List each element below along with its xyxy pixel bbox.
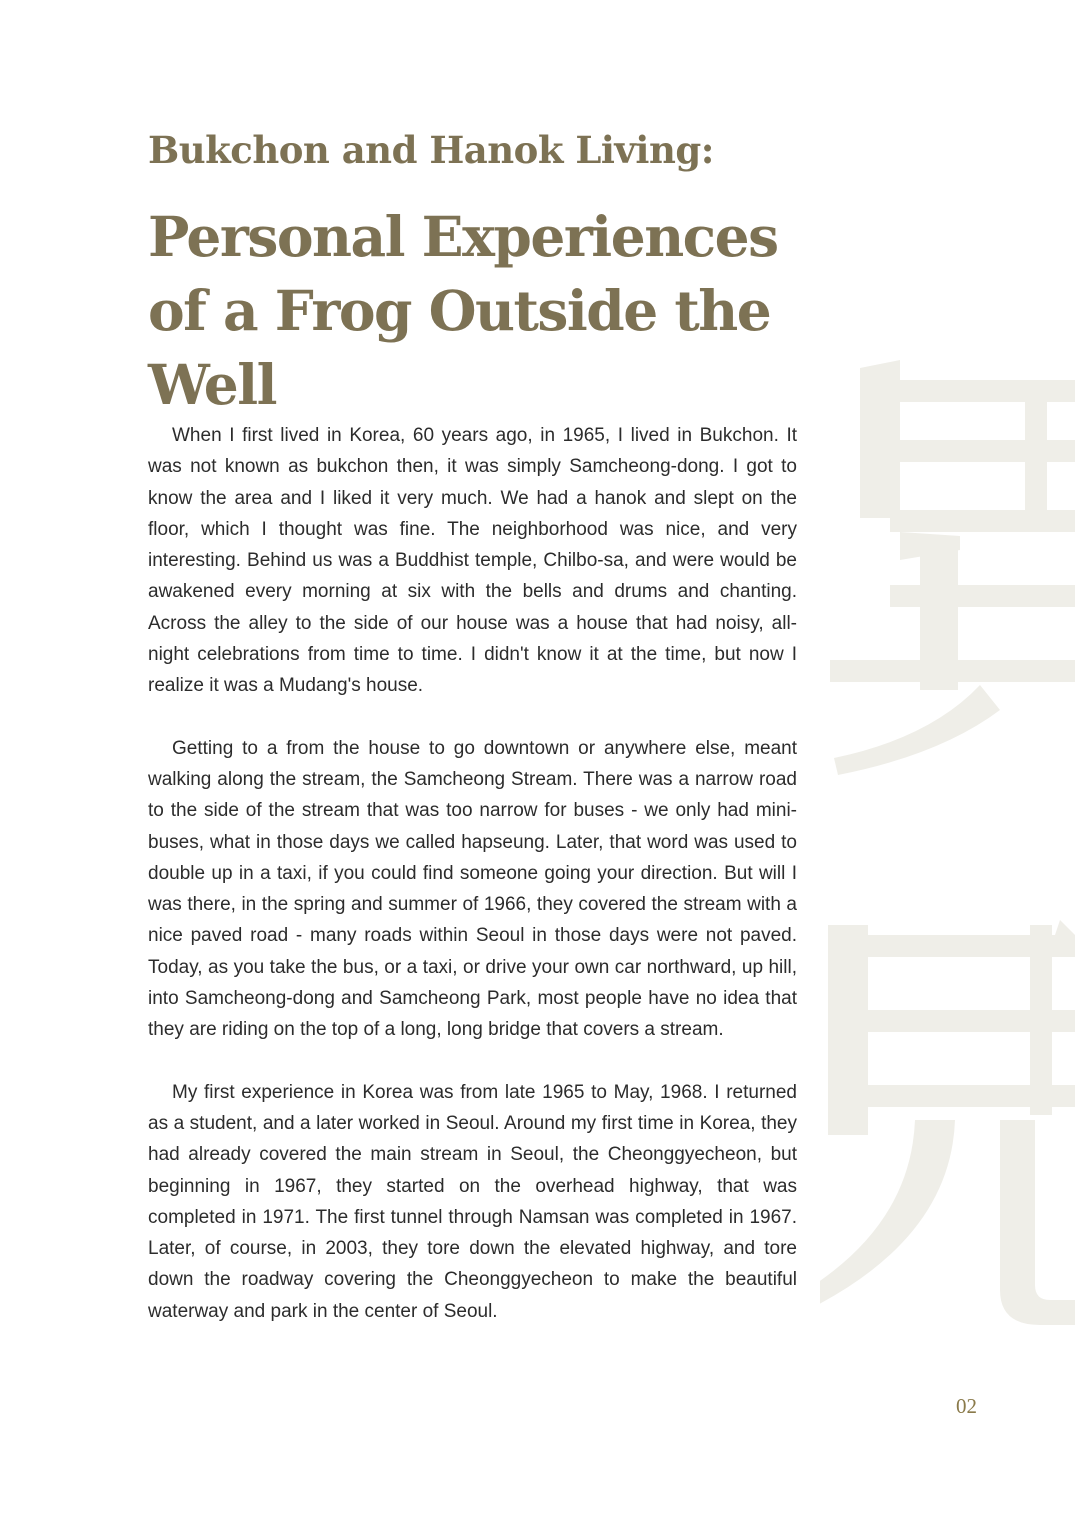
body-paragraph-1: When I first lived in Korea, 60 years ago, in 1965, I lived in Bukchon. It was not known as bukchon then, it was simply Samcheong-dong. I got to know the area and I liked it very much. We had a hanok and slept on the floor, which I thought was fine. The neighborhood was nice, and very interesting. Behind us was a Buddhist temple, Chilbo-sa, and were would be awakened every morning at six with the bells and drums and chanting. Across the alley to the side of our house was a house that had noisy, all-night celebrations from time to time. I didn't know it at the time, but now I realize it was a Mudang's house. xyxy=(148,425,797,697)
body-paragraph-3: My first experience in Korea was from late 1965 to May, 1968. I returned as a student, and a later worked in Seoul. Around my first time in Korea, they had already covered the main stream in Seoul, the Cheonggyecheon, but beginning in 1967, they started on the overhead highway, that was completed in 1971. The first tunnel through Namsan was completed in 1967. Later, of course, in 2003, they tore down the elevated highway, and tore down the roadway covering the Cheonggyecheon to make the beautiful waterway and park in the center of Seoul. xyxy=(148,1081,797,1322)
article-subtitle: Bukchon and Hanok Living: xyxy=(148,128,714,172)
watermark-glyph-lower xyxy=(820,920,1075,1335)
watermark-glyphs xyxy=(820,360,1075,1340)
article-body xyxy=(148,420,797,1358)
article-title: Personal Experiences of a Frog Outside the Well xyxy=(148,204,778,417)
watermark-glyph-upper xyxy=(830,360,1075,775)
page-number: 02 xyxy=(956,1394,977,1418)
hangul-watermark xyxy=(820,360,1075,1340)
body-paragraph-2: Getting to a from the house to go downtown or anywhere else, meant walking along the stream, the Samcheong Stream. There was a narrow road to the side of the stream that was too narrow for buses - we only had mini-buses, what in those days we called hapseung. Later, that word was used to double up in a taxi, if you could find someone going your direction. But will I was there, in the spring and summer of 1966, they covered the stream with a nice paved road - many roads within Seoul in those days were not paved. Today, as you take the bus, or a taxi, or drive your own car northward, up hill, into Samcheong-dong and Samcheong Park, most people have no idea that they are riding on the top of a long, long bridge that covers a stream. xyxy=(148,737,797,1041)
